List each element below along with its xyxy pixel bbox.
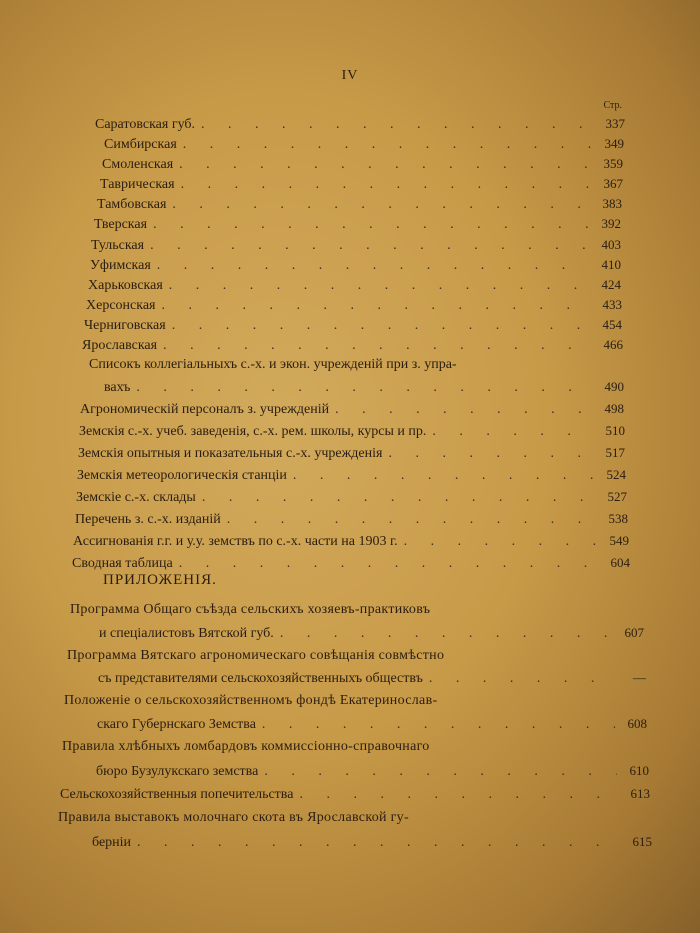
toc-row — [72, 555, 630, 572]
toc-page: 510 — [605, 423, 625, 438]
dot-leader — [264, 764, 617, 780]
toc-page: 454 — [602, 317, 622, 332]
dot-leader — [137, 835, 620, 851]
toc-label: Земскія с.-х. учеб. заведенія, с.-х. рем. школы, курсы и пр. — [79, 424, 427, 439]
dot-leader — [172, 318, 590, 334]
toc-row — [75, 511, 628, 528]
toc-label: Агрономическій персоналъ з. учрежденій — [80, 402, 330, 417]
dot-leader — [388, 446, 593, 462]
toc-label: Симбирская — [104, 137, 177, 152]
toc-page: 337 — [605, 116, 625, 131]
dot-leader — [150, 238, 589, 254]
dot-leader — [181, 177, 591, 193]
dot-leader — [179, 157, 591, 173]
appendix-label: Сельскохозяйственныя попечительства — [60, 787, 294, 802]
dot-leader — [169, 278, 589, 294]
toc-row — [76, 489, 627, 506]
appendix-page: 615 — [632, 834, 652, 849]
page-column-header: Стр. — [603, 100, 622, 111]
appendix-row — [92, 834, 652, 851]
toc-page: 527 — [607, 489, 627, 504]
toc-row — [104, 379, 624, 396]
toc-label: Ярославская — [82, 338, 158, 353]
appendix-line: Правила выставокъ молочнаго скота въ Ярославской гу- — [58, 810, 409, 825]
toc-label: Ассигнованія г.г. и у.у. земствъ по с.-х. части на 1903 г. — [73, 534, 398, 549]
toc-row — [90, 257, 621, 274]
toc-row — [91, 237, 621, 254]
appendix-row — [99, 625, 644, 642]
toc-label: Тверская — [94, 217, 148, 232]
dot-leader — [153, 217, 589, 233]
appendix-row — [97, 716, 647, 733]
toc-row — [100, 176, 623, 193]
toc-row — [73, 533, 629, 550]
toc-page: 524 — [606, 467, 626, 482]
toc-label: Перечень з. с.-х. изданій — [75, 512, 221, 527]
toc-label: Уфимская — [90, 258, 151, 273]
appendix-line: Правила хлѣбныхъ ломбардовъ коммиссіонно-справочнаго — [62, 739, 430, 754]
appendix-label: скаго Губернскаго Земства — [97, 717, 256, 732]
toc-label: Земскія метеорологическія станціи — [77, 468, 287, 483]
appendix-label: берніи — [92, 835, 132, 850]
toc-page: 604 — [610, 555, 630, 570]
appendix-page: — — [633, 670, 646, 685]
toc-row — [86, 297, 622, 314]
toc-label: Земскіе с.-х. склады — [76, 490, 196, 505]
toc-page: 359 — [603, 156, 623, 171]
dot-leader — [262, 717, 615, 733]
appendix-label: и спеціалистовъ Вятской губ. — [99, 626, 274, 641]
dot-leader — [299, 787, 618, 803]
appendix-row — [96, 763, 649, 780]
appendix-line: Программа Общаго съѣзда сельскихъ хозяевъ-практиковъ — [70, 602, 431, 617]
toc-page: 367 — [603, 176, 623, 191]
appendix-label: бюро Бузулукскаго земства — [96, 764, 259, 779]
dot-leader — [404, 534, 597, 550]
appendix-row — [98, 670, 646, 687]
toc-page: 538 — [608, 511, 628, 526]
dot-leader — [280, 626, 612, 642]
toc-label: Харьковская — [88, 278, 163, 293]
dot-leader — [227, 512, 596, 528]
dot-leader — [179, 556, 598, 572]
toc-page: 433 — [602, 297, 622, 312]
dot-leader — [293, 468, 594, 484]
dot-leader — [162, 298, 591, 314]
toc-page: 383 — [602, 196, 622, 211]
toc-row — [79, 423, 625, 440]
toc-page: 466 — [603, 337, 623, 352]
toc-label: Тамбовская — [97, 197, 167, 212]
appendix-line: Положеніе о сельскохозяйственномъ фондѣ Екатеринослав- — [64, 693, 438, 708]
dot-leader — [183, 137, 592, 153]
toc-row — [102, 156, 623, 173]
toc-label: Смоленская — [102, 157, 174, 172]
toc-label: Черниговская — [84, 318, 166, 333]
appendix-page: 610 — [629, 763, 649, 778]
toc-row — [97, 196, 622, 213]
toc-row — [88, 277, 621, 294]
toc-row — [94, 216, 621, 233]
toc-page: 392 — [601, 216, 621, 231]
appendix-heading: ПРИЛОЖЕНІЯ. — [103, 572, 217, 588]
toc-label: Сводная таблица — [72, 556, 173, 571]
dot-leader — [335, 402, 592, 418]
dot-leader — [432, 424, 593, 440]
dot-leader — [201, 117, 593, 133]
toc-page: 410 — [601, 257, 621, 272]
appendix-label: съ представителями сельскохозяйственныхъ обществъ — [98, 671, 423, 686]
toc-page: 403 — [601, 237, 621, 252]
dot-leader — [172, 197, 590, 213]
toc-label: Херсонская — [86, 298, 156, 313]
appendix-page: 608 — [627, 716, 647, 731]
dot-leader — [429, 671, 614, 687]
toc-label: Земскія опытныя и показательныя с.-х. учрежденія — [78, 446, 383, 461]
toc-page: 424 — [601, 277, 621, 292]
toc-label: Саратовская губ. — [95, 117, 196, 132]
toc-row — [78, 445, 625, 462]
toc-row — [104, 136, 624, 153]
toc-page: 517 — [605, 445, 625, 460]
dot-leader — [202, 490, 595, 506]
appendix-page: 607 — [624, 625, 644, 640]
toc-row — [80, 401, 624, 418]
toc-row — [77, 467, 626, 484]
appendix-row — [60, 786, 650, 803]
dot-leader — [136, 380, 592, 396]
toc-page: 349 — [604, 136, 624, 151]
dot-leader — [157, 258, 589, 274]
toc-row — [84, 317, 622, 334]
toc-label: вахъ — [104, 380, 131, 395]
toc-label: Тульская — [91, 238, 145, 253]
appendix-line: Программа Вятскаго агрономическаго совѣщанія совмѣстно — [67, 648, 445, 663]
toc-page: 490 — [604, 379, 624, 394]
page-number: IV — [341, 68, 359, 83]
toc-row — [82, 337, 623, 354]
toc-label: Таврическая — [100, 177, 175, 192]
toc-page: 549 — [609, 533, 629, 548]
appendix-page: 613 — [630, 786, 650, 801]
toc-page: 498 — [604, 401, 624, 416]
dot-leader — [163, 338, 591, 354]
toc-row — [95, 116, 625, 133]
toc-label-line: Списокъ коллегіальныхъ с.-х. и экон. учрежденій при з. упра- — [89, 357, 457, 372]
